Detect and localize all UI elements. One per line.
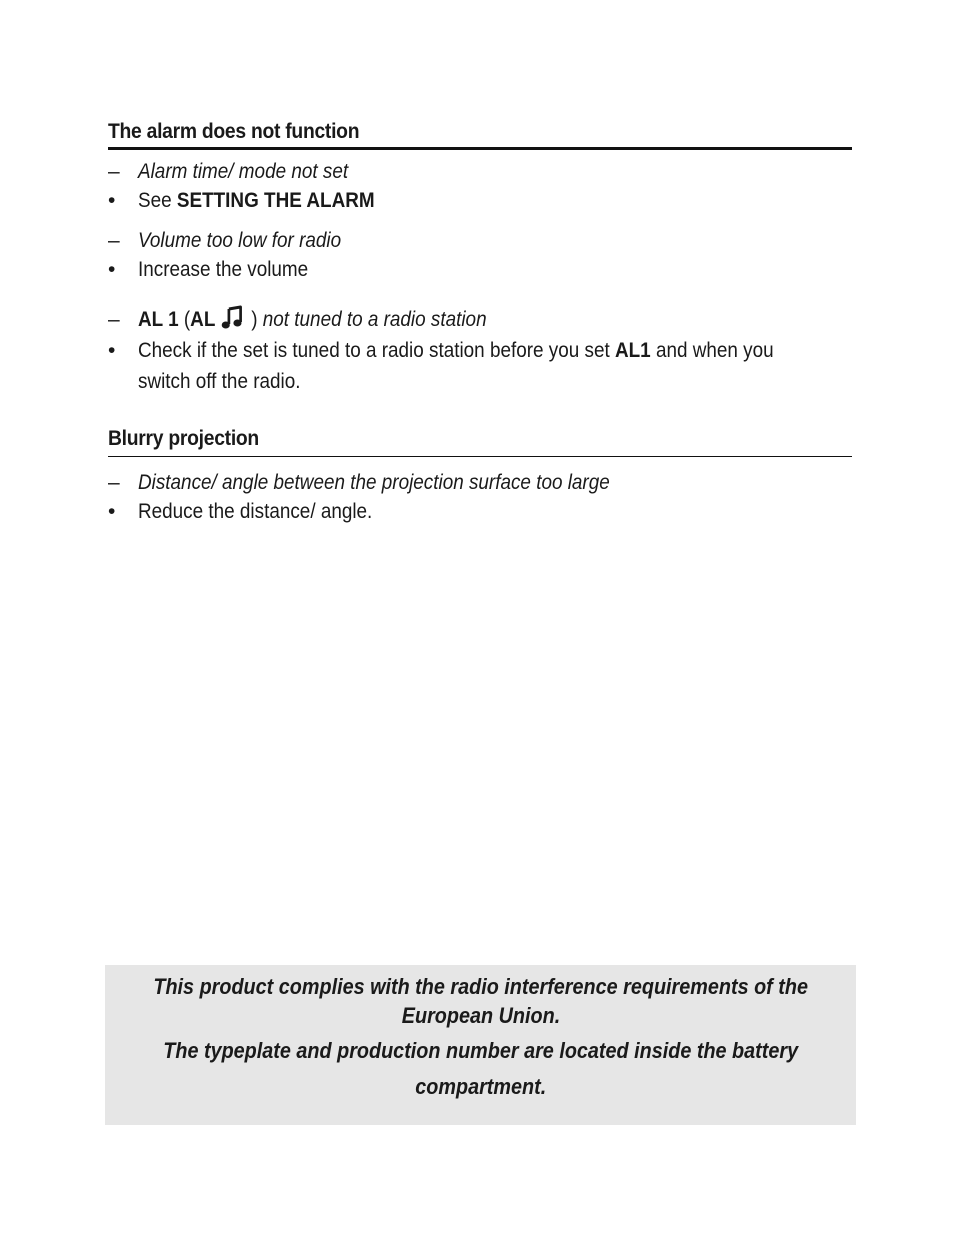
heading-rule — [108, 147, 852, 150]
section-heading-alarm: The alarm does not function — [108, 120, 360, 143]
paren-open: ( — [178, 308, 191, 331]
solution-reference: SETTING THE ALARM — [176, 189, 375, 212]
bullet-marker: • — [108, 339, 116, 362]
compliance-notice — [105, 965, 856, 1125]
notice-text: This product complies with the radio interference requirements of the — [153, 974, 808, 999]
problem-text: Distance/ angle between the projection surface too large — [138, 471, 610, 494]
problem-text — [138, 305, 487, 335]
dash-marker: – — [108, 229, 120, 252]
section-heading-projection: Blurry projection — [108, 427, 259, 450]
solution-prefix: See — [138, 189, 177, 212]
solution-text-line2: switch off the radio. — [138, 370, 301, 393]
bullet-marker: • — [108, 258, 116, 281]
notice-line — [105, 1074, 856, 1100]
notice-text: compartment. — [415, 1074, 546, 1099]
notice-line — [105, 1003, 856, 1029]
problem-text: Volume too low for radio — [138, 229, 342, 252]
section-projection — [108, 426, 852, 523]
music-note-icon — [221, 305, 244, 331]
bullet-marker: • — [108, 189, 116, 212]
solution-prefix: Check if the set is tuned to a radio station before you set — [138, 339, 615, 362]
heading-rule — [108, 456, 852, 457]
notice-line — [105, 974, 856, 1000]
notice-line — [105, 1038, 856, 1064]
dash-marker: – — [108, 308, 120, 331]
dash-marker: – — [108, 471, 120, 494]
paren-close: ) — [245, 308, 258, 331]
problem-text: Alarm time/ mode not set — [138, 160, 349, 183]
bullet-marker: • — [108, 500, 116, 523]
solution-suffix: and when you — [650, 339, 774, 362]
section-alarm — [108, 119, 852, 393]
solution-reference: AL1 — [614, 339, 651, 362]
dash-marker: – — [108, 160, 120, 183]
solution-text: Reduce the distance/ angle. — [138, 500, 373, 523]
alarm-label-2: AL — [190, 308, 216, 331]
notice-text: The typeplate and production number are located inside the battery — [163, 1038, 798, 1063]
solution-text — [138, 336, 774, 366]
notice-text: European Union. — [401, 1003, 560, 1028]
problem-description: not tuned to a radio station — [257, 308, 487, 331]
solution-text — [138, 186, 375, 216]
solution-text: Increase the volume — [138, 258, 309, 281]
alarm-label-1: AL 1 — [138, 308, 179, 331]
